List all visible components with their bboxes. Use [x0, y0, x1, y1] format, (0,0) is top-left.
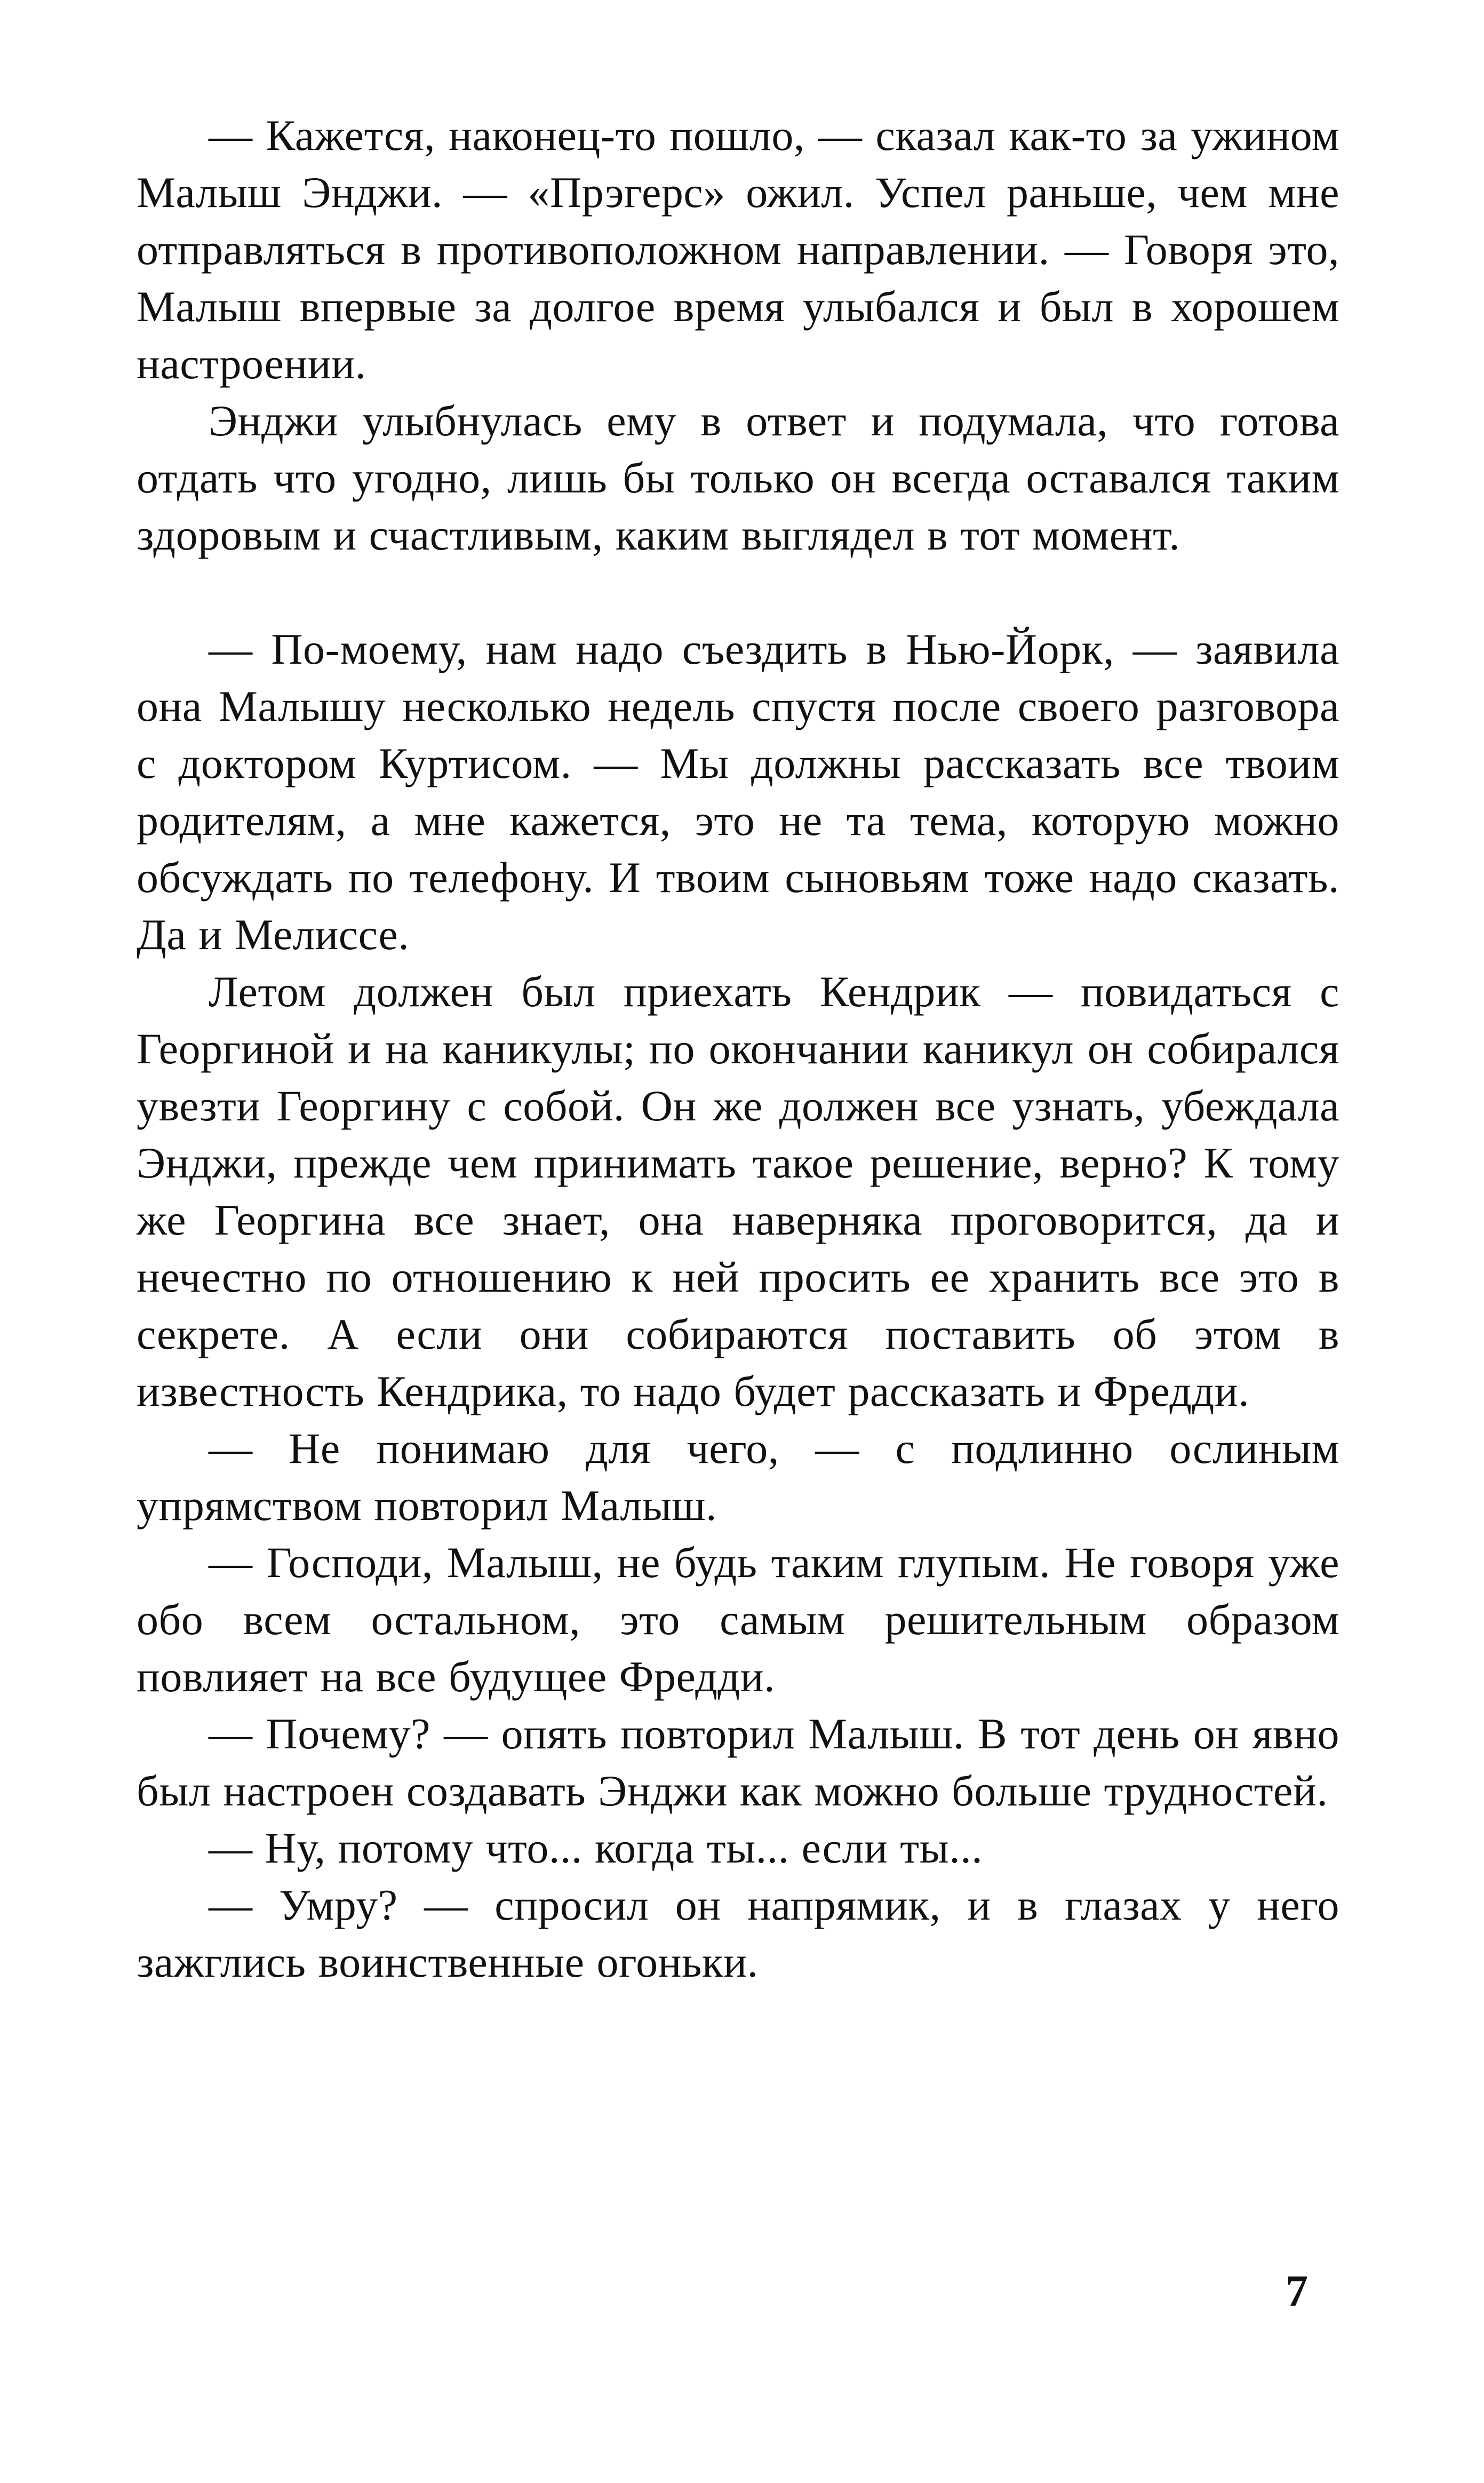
page-number: 7: [1286, 2266, 1308, 2316]
book-page: [137, 107, 1339, 2401]
paragraph: — Почему? — опять повторил Малыш. В тот день он явно был настроен создавать Энджи как можно больше трудностей.: [137, 1709, 1339, 1815]
paragraph: — Господи, Малыш, не будь таким глупым. Не говоря уже обо всем остальном, это самым решительным образом повлияет на все будущее Фредди.: [137, 1538, 1339, 1701]
paragraph: — Кажется, наконец-то пошло, — сказал как-то за ужином Малыш Энджи. — «Прэгерс» ожил. Успел раньше, чем мне отправляться в противоположном направлении. — Говоря это, Малыш впервые за долгое время улыбался и был в хорошем настроении.: [137, 111, 1339, 388]
paragraph: Энджи улыбнулась ему в ответ и подумала, что готова отдать что угодно, лишь бы только он всегда оставался таким здоровым и счастливым, каким выглядел в тот момент.: [137, 396, 1339, 559]
paragraph: — По-моему, нам надо съездить в Нью-Йорк, — заявила она Малышу несколько недель спустя после своего разговора с доктором Куртисом. — Мы должны рассказать все твоим родителям, а мне кажется, это не та тема, которую можно обсуждать по телефону. И твоим сыновьям тоже надо сказать. Да и Мелиссе.: [137, 625, 1339, 959]
paragraph: — Не понимаю для чего, — с подлинно ослиным упрямством повторил Малыш.: [137, 1424, 1339, 1530]
paragraph: — Умру? — спросил он напрямик, и в глазах у него зажглись воинственные огоньки.: [137, 1881, 1339, 1986]
paragraph: Летом должен был приехать Кендрик — повидаться с Георгиной и на каникулы; по окончании каникул он собирался увезти Георгину с собой. Он же должен все узнать, убеждала Энджи, прежде чем принимать такое решение, верно? К тому же Георгина все знает, она наверняка проговорится, да и нечестно по отношению к ней просить ее хранить все это в секрете. А если они собираются поставить об этом в известность Кендрика, то надо будет рассказать и Фредди.: [137, 967, 1339, 1415]
paragraph: — Ну, потому что... когда ты... если ты...: [209, 1824, 983, 1872]
